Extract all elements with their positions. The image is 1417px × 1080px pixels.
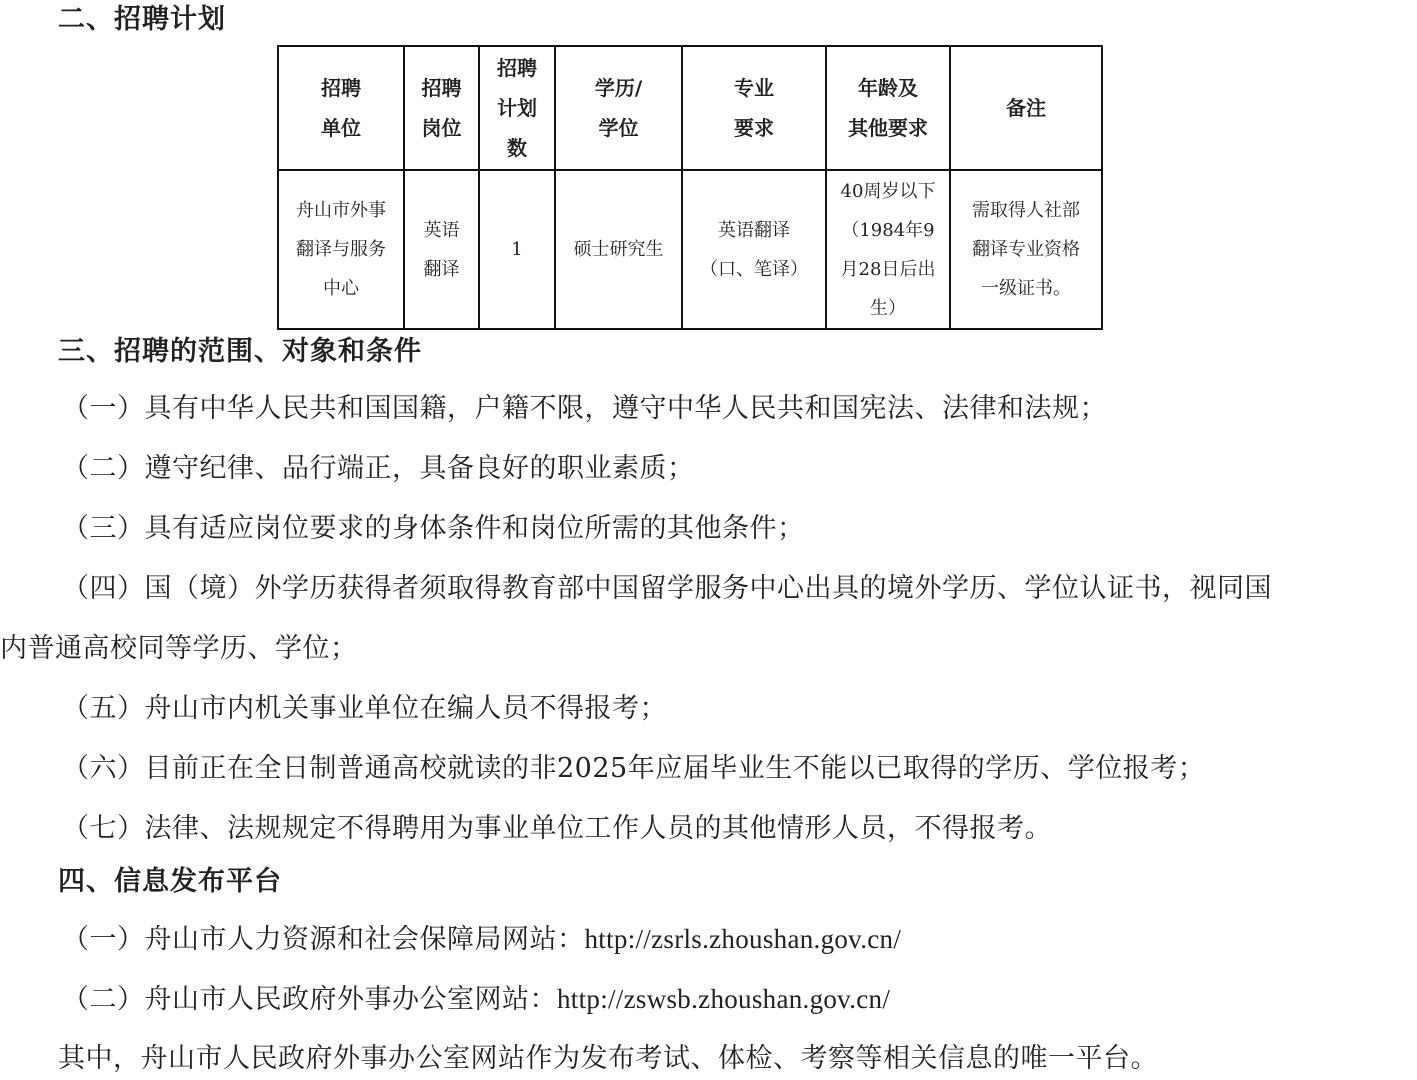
table-row [278, 170, 1102, 329]
header-planned-count: 招聘 计划 数 [479, 46, 555, 170]
section-heading-scope-conditions: 三、招聘的范围、对象和条件 [58, 336, 422, 367]
condition-item-3: （三）具有适应岗位要求的身体条件和岗位所需的其他条件； [62, 513, 805, 544]
cell-position: 英语 翻译 [404, 170, 479, 329]
table-header-row [278, 46, 1102, 170]
closing-note: 其中，舟山市人民政府外事办公室网站作为发布考试、体检、考察等相关信息的唯一平台。 [58, 1043, 1158, 1074]
recruitment-plan-table [277, 45, 1103, 330]
header-age-requirements: 年龄及 其他要求 [826, 46, 950, 170]
condition-item-7: （七）法律、法规规定不得聘用为事业单位工作人员的其他情形人员，不得报考。 [62, 813, 1052, 844]
cell-education: 硕士研究生 [555, 170, 682, 329]
cell-remarks: 需取得人社部 翻译专业资格 一级证书。 [950, 170, 1102, 329]
header-unit: 招聘 单位 [278, 46, 404, 170]
condition-item-2: （二）遵守纪律、品行端正，具备良好的职业素质； [62, 453, 695, 484]
condition-item-5: （五）舟山市内机关事业单位在编人员不得报考； [62, 693, 667, 724]
header-education: 学历/ 学位 [555, 46, 682, 170]
platform-link[interactable]: http://zsrls.zhoushan.gov.cn/ [584, 924, 902, 954]
cell-major: 英语翻译 （口、笔译） [682, 170, 826, 329]
platform-label: （一）舟山市人力资源和社会保障局网站： [62, 924, 585, 955]
condition-item-6: （六）目前正在全日制普通高校就读的非2025年应届毕业生不能以已取得的学历、学位报考； [62, 753, 1206, 784]
platform-link[interactable]: http://zswsb.zhoushan.gov.cn/ [557, 984, 891, 1014]
platform-item-2 [62, 982, 890, 1017]
section-heading-info-platform: 四、信息发布平台 [58, 866, 282, 897]
header-position: 招聘 岗位 [404, 46, 479, 170]
condition-item-1: （一）具有中华人民共和国国籍，户籍不限，遵守中华人民共和国宪法、法律和法规； [62, 393, 1107, 424]
platform-item-1 [62, 922, 901, 957]
section-heading-recruitment-plan: 二、招聘计划 [58, 4, 226, 35]
cell-unit: 舟山市外事 翻译与服务 中心 [278, 170, 404, 329]
condition-item-4: （四）国（境）外学历获得者须取得教育部中国留学服务中心出具的境外学历、学位认证书，视同国 [62, 573, 1272, 604]
cell-age-requirements: 40周岁以下 （1984年9 月28日后出 生） [826, 170, 950, 329]
cell-planned-count: 1 [479, 170, 555, 329]
platform-label: （二）舟山市人民政府外事办公室网站： [62, 984, 557, 1015]
header-major: 专业 要求 [682, 46, 826, 170]
header-remarks: 备注 [950, 46, 1102, 170]
condition-item-4-continued: 内普通高校同等学历、学位； [0, 633, 358, 664]
